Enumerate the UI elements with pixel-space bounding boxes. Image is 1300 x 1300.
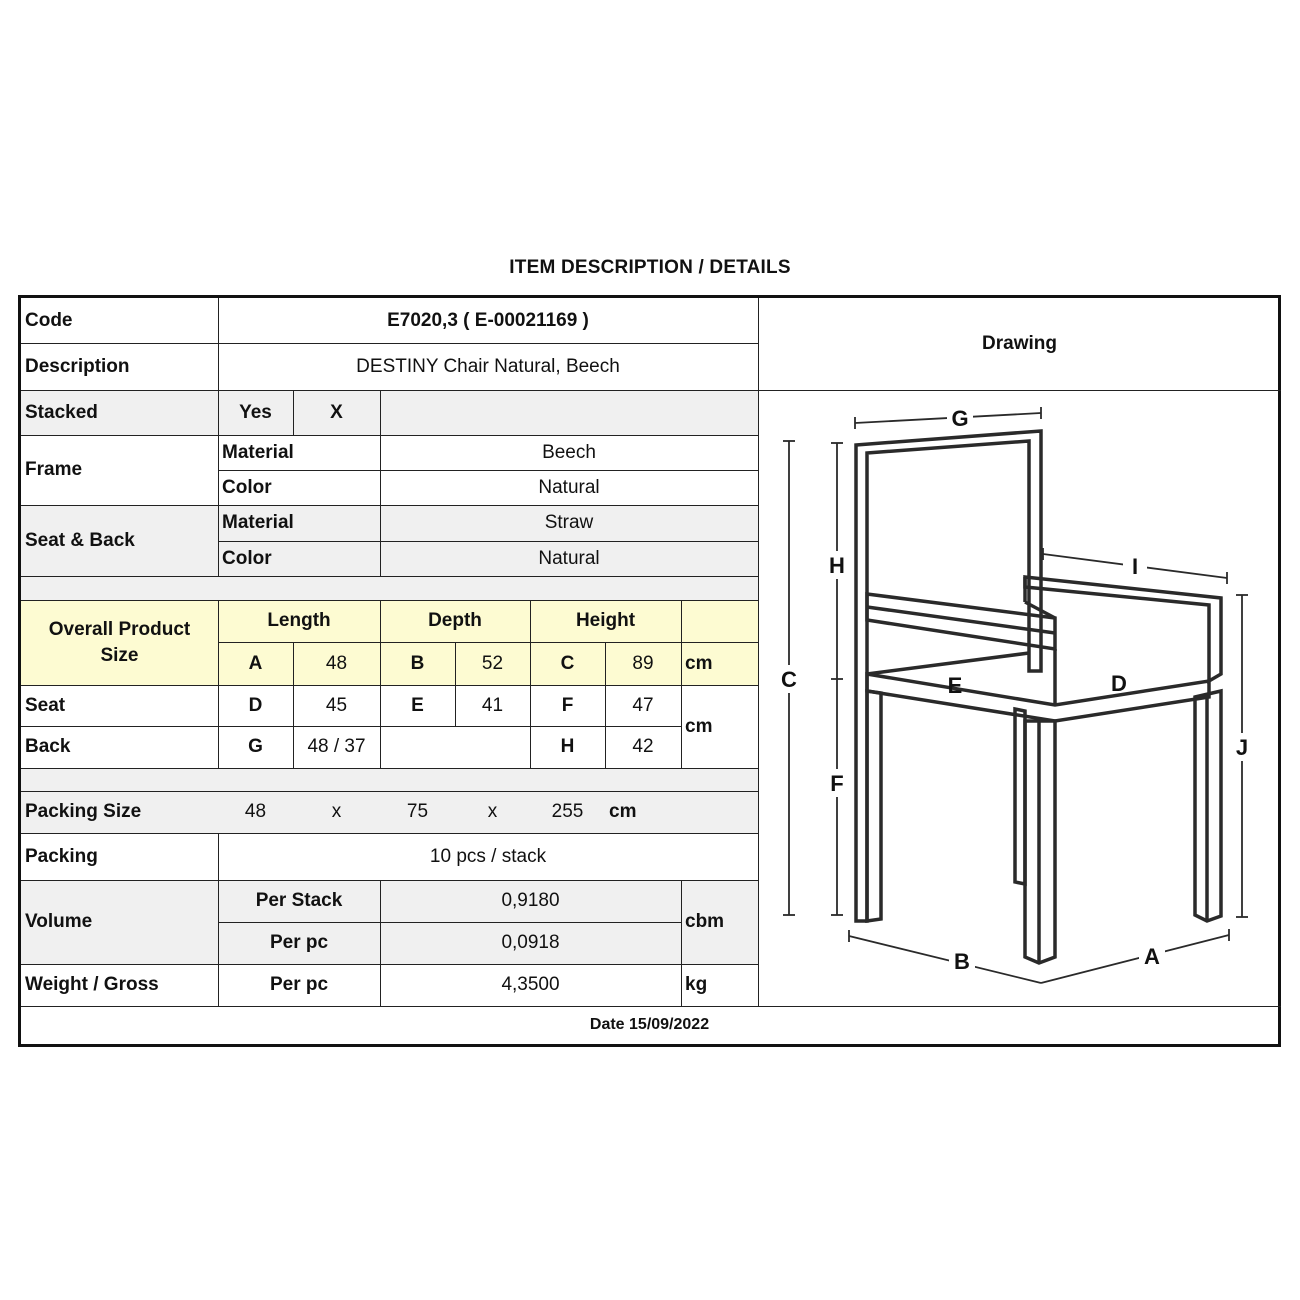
weight-label: Weight / Gross: [25, 974, 159, 995]
stacked-label: Stacked: [25, 401, 98, 423]
page-title: ITEM DESCRIPTION / DETAILS: [509, 257, 791, 278]
volume-per-stack-value: 0,9180: [501, 890, 560, 911]
packing-size-width: 48: [244, 801, 267, 822]
seat-back-color-label: Color: [222, 547, 272, 569]
volume-per-pc-label: Per pc: [269, 932, 329, 953]
drawing-letter-d: D: [1111, 671, 1127, 696]
dim-c-value: 89: [632, 652, 654, 674]
chair-back-leg: [1015, 709, 1025, 884]
drawing-letter-c: C: [781, 667, 797, 692]
chair-seat-frame: [867, 674, 1209, 721]
dim-a-label: A: [248, 652, 263, 674]
spacer-row-2: [21, 768, 758, 791]
dim-e-value: 41: [481, 694, 504, 716]
drawing-letter-e: E: [947, 673, 963, 698]
overall-unit: cm: [685, 652, 713, 674]
drawing-label: Drawing: [982, 333, 1057, 354]
chair-drawing: [759, 391, 1281, 1005]
drawing-letter-a: A: [1144, 944, 1160, 969]
seat-back-unit: cm: [685, 715, 713, 737]
code-value: E7020,3 ( E-00021169 ): [387, 309, 589, 331]
dim-f-value: 47: [632, 694, 654, 716]
packing-size-depth: 75: [406, 801, 429, 822]
frame-material-value: Beech: [542, 441, 596, 463]
chair-left-leg: [867, 691, 881, 921]
dim-g-value: 48 / 37: [307, 736, 366, 757]
frame-material-label: Material: [222, 441, 294, 463]
dim-b-value: 52: [481, 652, 504, 674]
height-header: Height: [575, 610, 636, 631]
dim-f-label: F: [561, 694, 574, 716]
back-label: Back: [25, 736, 71, 757]
volume-unit: cbm: [685, 911, 725, 932]
dim-b-label: B: [410, 652, 425, 674]
overall-size-label-line2: Size: [100, 644, 139, 666]
weight-per-pc-label: Per pc: [269, 974, 329, 995]
packing-size-x2: x: [487, 801, 498, 822]
stacked-option: Yes: [239, 401, 272, 423]
overall-size-label-line1: Overall Product: [48, 618, 191, 640]
drawing-letter-g: G: [951, 406, 969, 431]
seat-back-material-value: Straw: [544, 512, 594, 533]
volume-per-pc-value: 0,0918: [501, 932, 560, 953]
dim-d-value: 45: [325, 694, 348, 716]
weight-per-pc-value: 4,3500: [501, 974, 560, 995]
frame-color-value: Natural: [538, 476, 600, 498]
drawing-letter-j: J: [1235, 735, 1249, 760]
frame-color-label: Color: [222, 476, 272, 498]
stacked-mark: X: [330, 401, 343, 423]
dim-e-label: E: [411, 694, 424, 716]
packing-value: 10 pcs / stack: [429, 845, 547, 867]
packing-label: Packing: [25, 845, 98, 867]
dim-d-label: D: [248, 694, 263, 716]
drawing-letter-b: B: [954, 949, 970, 974]
seat-back-label: Seat & Back: [25, 529, 135, 551]
depth-header: Depth: [428, 610, 482, 631]
packing-size-unit: cm: [609, 801, 637, 822]
weight-unit: kg: [685, 974, 708, 995]
overall-size-label: [21, 600, 218, 685]
drawing-letter-h: H: [829, 553, 845, 578]
frame-label: Frame: [25, 459, 83, 480]
date-label: Date 15/09/2022: [589, 1016, 710, 1033]
spec-sheet: [18, 295, 1281, 1047]
description-value: DESTINY Chair Natural, Beech: [356, 355, 620, 377]
seat-back-material-label: Material: [222, 512, 294, 533]
description-label: Description: [25, 355, 130, 377]
dim-a-value: 48: [325, 652, 348, 674]
seat-label: Seat: [25, 694, 66, 716]
dim-g-label: G: [248, 736, 263, 757]
drawing-letter-i: I: [1131, 554, 1139, 579]
spacer-row-1: [21, 576, 758, 600]
length-header: Length: [267, 610, 331, 631]
dim-h-label: H: [560, 736, 575, 757]
packing-size-height: 255: [551, 801, 584, 822]
packing-size-label: Packing Size: [25, 801, 142, 822]
seat-back-color-value: Natural: [538, 547, 600, 569]
code-label: Code: [25, 309, 73, 331]
dim-h-value: 42: [632, 736, 654, 757]
volume-per-stack-label: Per Stack: [255, 890, 343, 911]
volume-label: Volume: [25, 911, 93, 932]
dim-c-label: C: [560, 652, 575, 674]
drawing-letter-f: F: [830, 771, 844, 796]
packing-size-x1: x: [331, 801, 342, 822]
